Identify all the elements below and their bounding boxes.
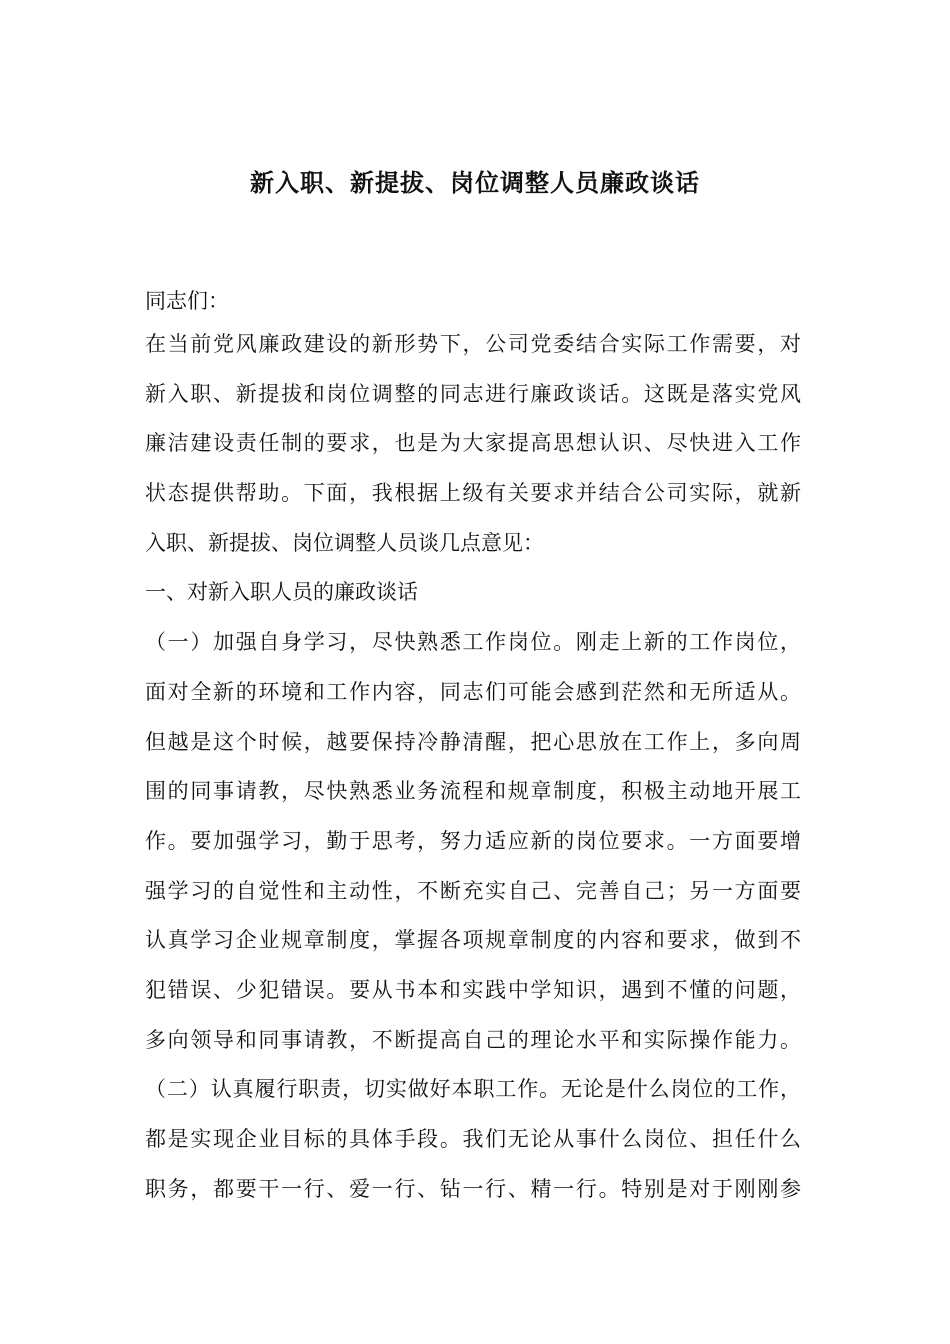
text-line: 犯错误、少犯错误。要从书本和实践中学知识，遇到不懂的问题， xyxy=(145,977,801,1002)
salutation: 同志们： xyxy=(145,289,229,313)
text-line: 一、对新入职人员的廉政谈话 xyxy=(145,580,418,605)
text-line: 认真学习企业规章制度，掌握各项规章制度的内容和要求，做到不 xyxy=(145,928,801,953)
text-line: 廉洁建设责任制的要求，也是为大家提高思想认识、尽快进入工作 xyxy=(145,431,801,456)
text-line: （一）加强自身学习，尽快熟悉工作岗位。刚走上新的工作岗位， xyxy=(145,630,801,655)
text-line: 作。要加强学习，勤于思考，努力适应新的岗位要求。一方面要增 xyxy=(145,828,801,853)
text-line: 但越是这个时候，越要保持冷静清醒，把心思放在工作上，多向周 xyxy=(145,729,801,754)
text-line: 都是实现企业目标的具体手段。我们无论从事什么岗位、担任什么 xyxy=(145,1127,801,1151)
text-line: 围的同事请教，尽快熟悉业务流程和规章制度，积极主动地开展工 xyxy=(145,779,801,804)
text-line: 在当前党风廉政建设的新形势下，公司党委结合实际工作需要，对 xyxy=(145,332,801,356)
text-line: 多向领导和同事请教，不断提高自己的理论水平和实际操作能力。 xyxy=(145,1027,801,1052)
text-line: 强学习的自觉性和主动性，不断充实自己、完善自己；另一方面要 xyxy=(145,878,801,903)
document-body xyxy=(145,320,801,1214)
text-line: 新入职、新提拔和岗位调整的同志进行廉政谈话。这既是落实党风 xyxy=(145,381,801,406)
text-line: 面对全新的环境和工作内容，同志们可能会感到茫然和无所适从。 xyxy=(145,679,801,704)
text-line: 状态提供帮助。下面，我根据上级有关要求并结合公司实际，就新 xyxy=(145,481,801,506)
document-title: 新入职、新提拔、岗位调整人员廉政谈话 xyxy=(250,168,700,197)
text-line: 入职、新提拔、岗位调整人员谈几点意见： xyxy=(145,530,544,555)
text-line: 职务，都要干一行、爱一行、钻一行、精一行。特别是对于刚刚参 xyxy=(145,1176,801,1201)
text-line: （二）认真履行职责，切实做好本职工作。无论是什么岗位的工作， xyxy=(145,1077,801,1102)
